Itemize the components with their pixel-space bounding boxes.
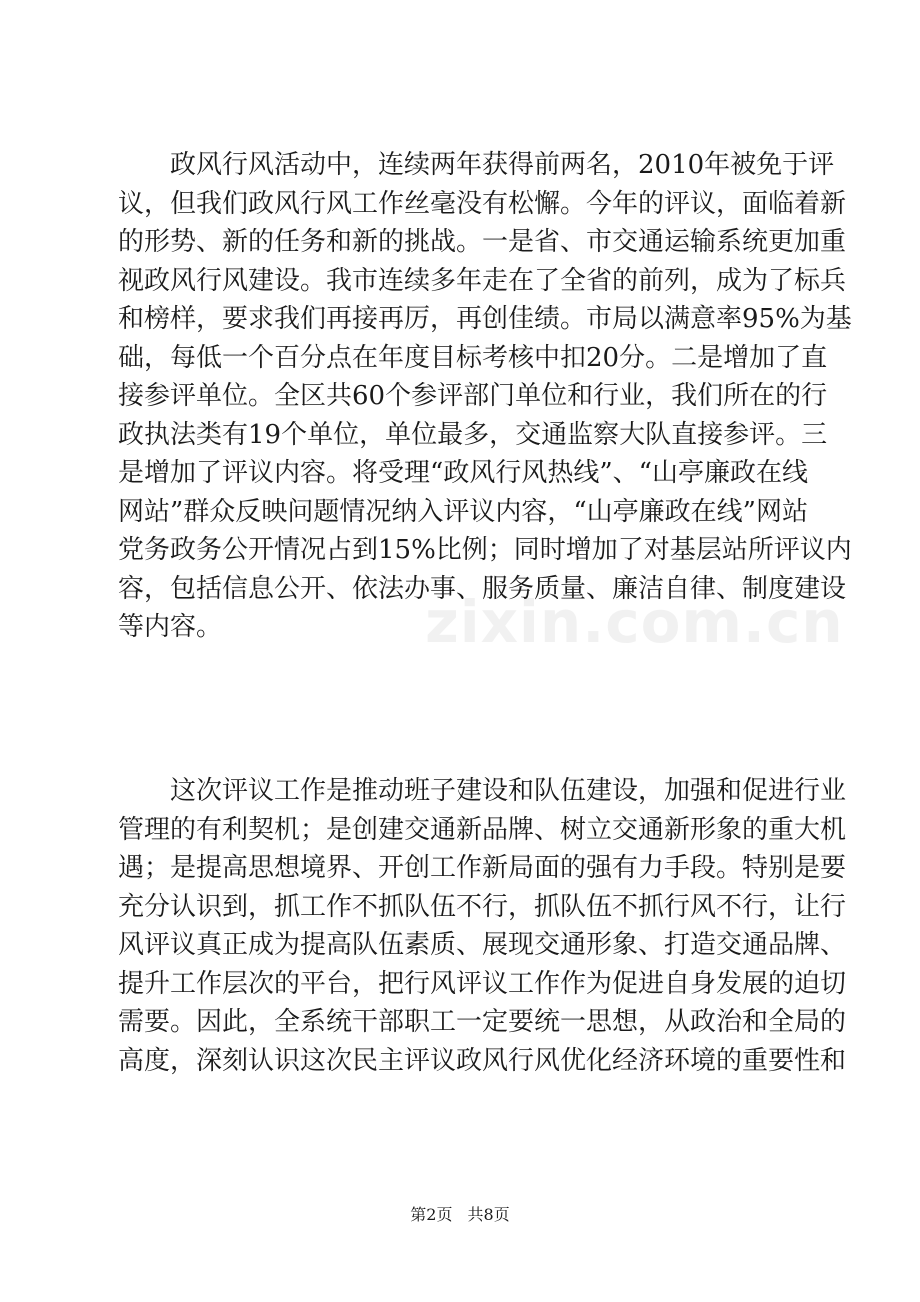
- page-total: 共8页: [467, 1205, 510, 1224]
- watermark: zixin.com.cn: [425, 588, 844, 656]
- text-line: 管理的有利契机；是创建交通新品牌、树立交通新形象的重大机: [118, 814, 847, 845]
- text-line: 需要。因此，全系统干部职工一定要统一思想，从政治和全局的: [118, 1007, 847, 1037]
- text-line: 等内容。: [118, 612, 223, 642]
- text-line: 是增加了评议内容。将受理“政风行风热线”、“山亭廉政在线: [118, 458, 808, 488]
- text-line: 提升工作层次的平台，把行风评议工作作为促进自身发展的迫切: [118, 968, 847, 999]
- body-paragraph-2: [118, 772, 847, 1080]
- text-line: 接参评单位。全区共60个参评部门单位和行业，我们所在的行: [118, 381, 828, 411]
- text-line: 这次评议工作是推动班子建设和队伍建设，加强和促进行业: [118, 776, 847, 806]
- page-number: 第2页: [410, 1205, 453, 1224]
- body-paragraph-1: [118, 146, 852, 647]
- text-line: 网站”群众反映问题情况纳入评议内容，“山亭廉政在线”网站: [118, 496, 808, 527]
- text-line: 高度，深刻认识这次民主评议政风行风优化经济环境的重要性和: [118, 1045, 847, 1076]
- page-footer: [0, 1202, 920, 1225]
- text-line: 议，但我们政风行风工作丝毫没有松懈。今年的评议，面临着新: [118, 188, 847, 219]
- text-line: 风评议真正成为提高队伍素质、展现交通形象、打造交通品牌、: [118, 930, 847, 960]
- text-line: 遇；是提高思想境界、开创工作新局面的强有力手段。特别是要: [118, 853, 847, 883]
- text-line: 容，包括信息公开、依法办事、服务质量、廉洁自律、制度建设: [118, 573, 847, 604]
- text-line: 础，每低一个百分点在年度目标考核中扣20分。二是增加了直: [118, 342, 828, 373]
- text-line: 政执法类有19个单位，单位最多，交通监察大队直接参评。三: [118, 419, 828, 450]
- text-line: 视政风行风建设。我市连续多年走在了全省的前列，成为了标兵: [118, 265, 847, 296]
- text-line: 和榜样，要求我们再接再厉，再创佳绩。市局以满意率95%为基: [118, 304, 852, 334]
- text-line: 党务政务公开情况占到15%比例；同时增加了对基层站所评议内: [118, 535, 852, 565]
- text-line: 的形势、新的任务和新的挑战。一是省、市交通运输系统更加重: [118, 227, 847, 257]
- text-line: 政风行风活动中，连续两年获得前两名，2010年被免于评: [118, 150, 835, 180]
- text-line: 充分认识到，抓工作不抓队伍不行，抓队伍不抓行风不行，让行: [118, 891, 847, 922]
